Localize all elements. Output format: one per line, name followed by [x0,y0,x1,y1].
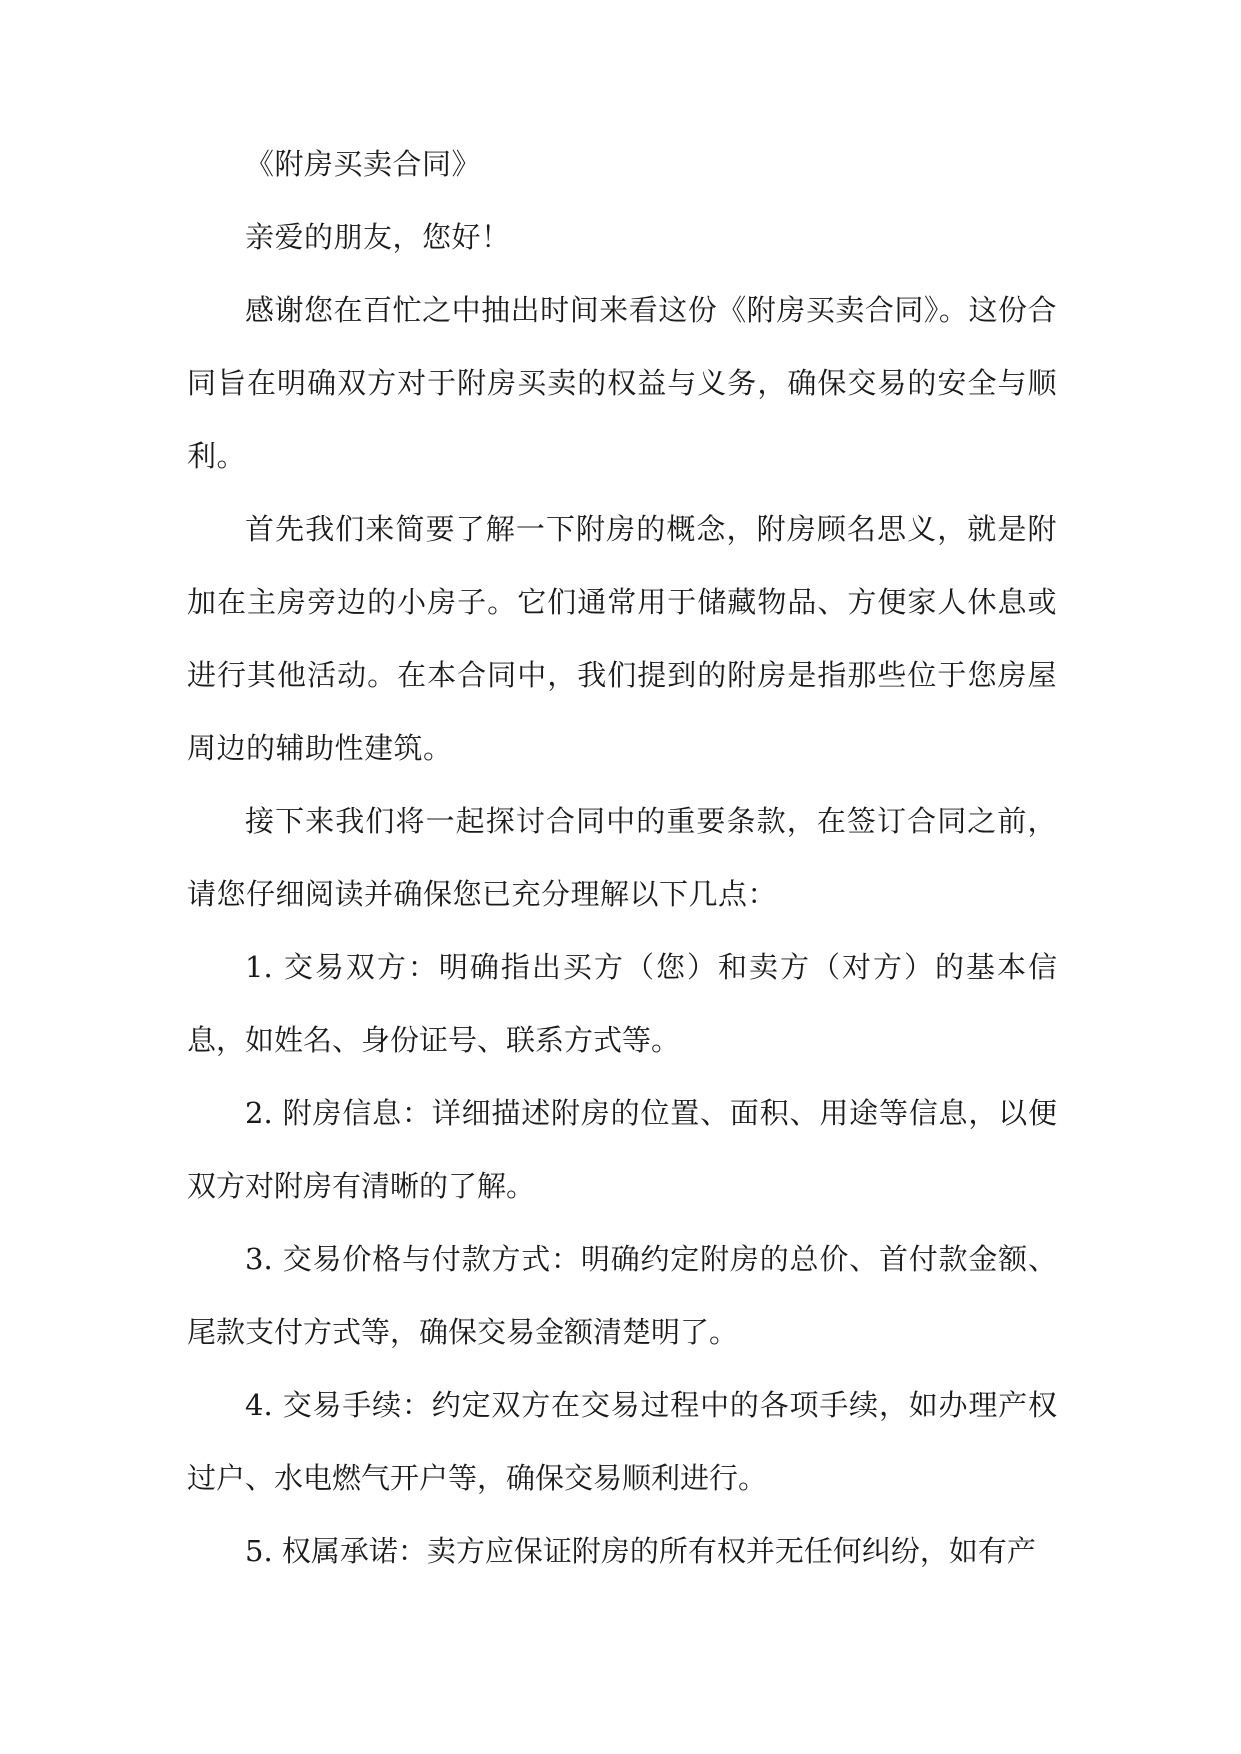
list-item-procedures: 4. 交易手续：约定双方在交易过程中的各项手续，如办理产权过户、水电燃气开户等，确保交易顺利进行。 [187,1388,1057,1495]
document-title: 《附房买卖合同》 [245,147,482,181]
list-item-ownership: 5. 权属承诺：卖方应保证附房的所有权并无任何纠纷，如有产 [245,1534,1036,1568]
paragraph-concept: 首先我们来简要了解一下附房的概念，附房顾名思义，就是附加在主房旁边的小房子。它们通常用于储藏物品、方便家人休息或进行其他活动。在本合同中，我们提到的附房是指那些位于您房屋周边的辅助性建筑。 [187,512,1057,765]
paragraph-intro: 感谢您在百忙之中抽出时间来看这份《附房买卖合同》。这份合同旨在明确双方对于附房买卖的权益与义务，确保交易的安全与顺利。 [187,293,1057,473]
document-body [187,128,1057,1588]
list-item-property-info: 2. 附房信息：详细描述附房的位置、面积、用途等信息，以便双方对附房有清晰的了解。 [187,1096,1057,1203]
list-item-price-payment: 3. 交易价格与付款方式：明确约定附房的总价、首付款金额、尾款支付方式等，确保交易金额清楚明了。 [187,1242,1057,1349]
list-item-parties: 1. 交易双方：明确指出买方（您）和卖方（对方）的基本信息，如姓名、身份证号、联系方式等。 [187,950,1057,1057]
paragraph-terms-lead: 接下来我们将一起探讨合同中的重要条款，在签订合同之前，请您仔细阅读并确保您已充分理解以下几点： [187,804,1057,911]
greeting: 亲爱的朋友，您好！ [245,220,511,254]
